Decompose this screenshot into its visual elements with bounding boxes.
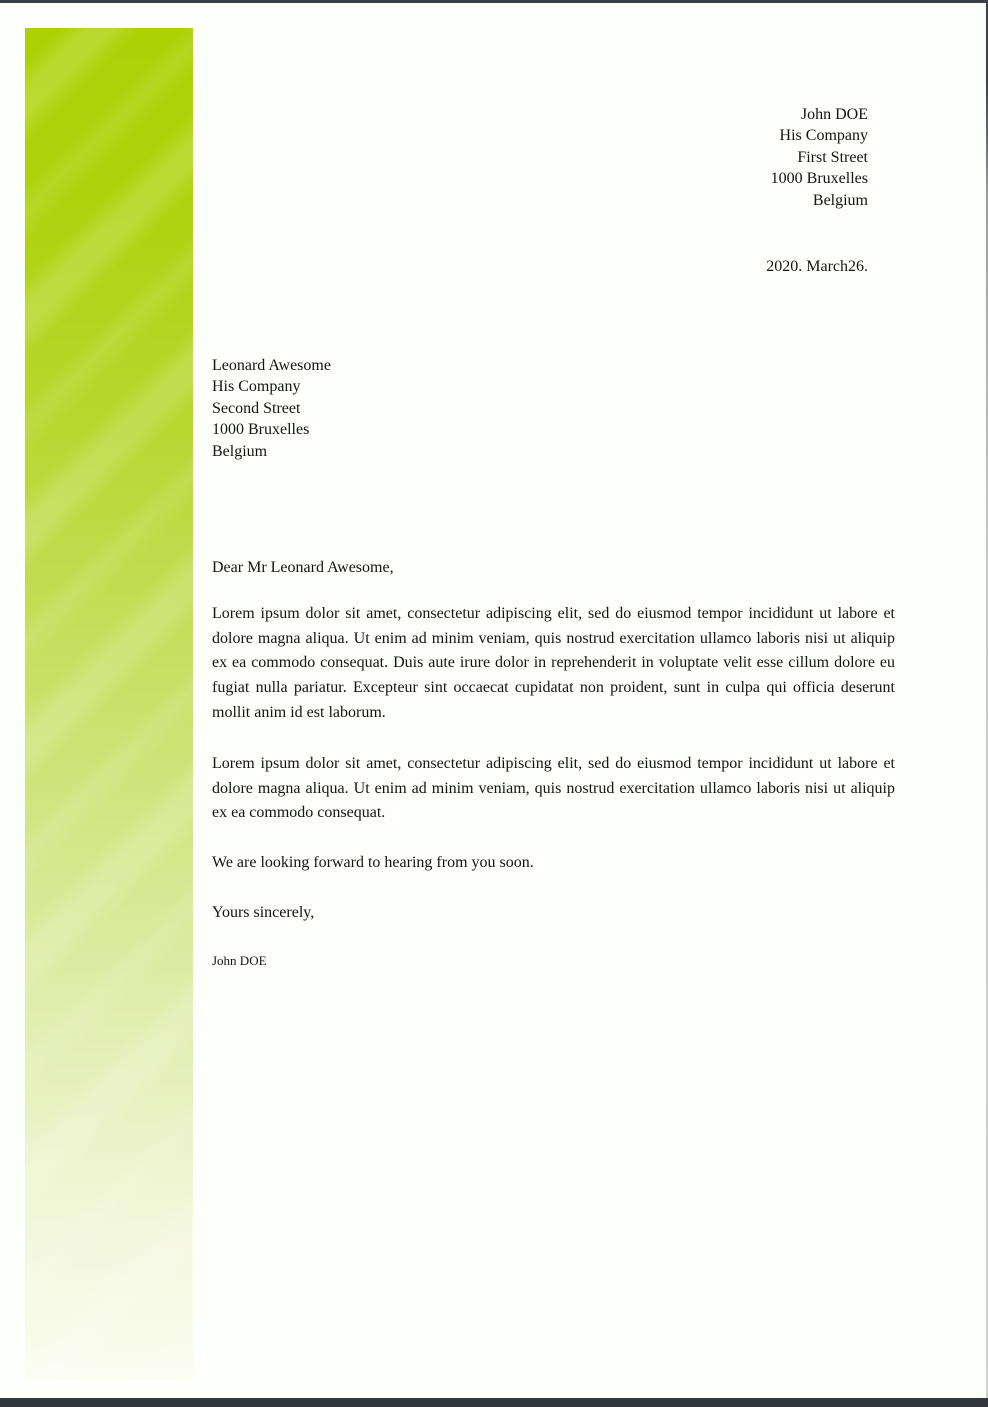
valediction: Yours sincerely, <box>212 904 315 921</box>
body-paragraph-2: Lorem ipsum dolor sit amet, consectetur adipiscing elit, sed do eiusmod tempor incididunt ut labore et dolore magna aliqua. Ut enim ad minim veniam, quis nostrud exercitation ullamco laboris nisi ut aliquip ex ea commodo consequat. <box>212 755 895 822</box>
closing-line: We are looking forward to hearing from you soon. <box>212 854 534 871</box>
recipient-city: 1000 Bruxelles <box>212 421 310 439</box>
decorative-gradient-bar <box>25 28 193 1380</box>
sender-company: His Company <box>779 127 868 145</box>
recipient-address-block <box>212 355 331 462</box>
recipient-company: His Company <box>212 378 301 396</box>
window-bottom-edge <box>0 1398 988 1407</box>
sender-address-block <box>771 104 868 211</box>
recipient-street: Second Street <box>212 399 301 417</box>
recipient-name: Leonard Awesome <box>212 357 331 374</box>
sender-name: John DOE <box>800 106 868 123</box>
sender-country: Belgium <box>812 191 868 209</box>
window-top-edge <box>0 0 988 3</box>
sender-street: First Street <box>797 148 868 166</box>
recipient-country: Belgium <box>212 442 268 460</box>
sender-city: 1000 Bruxelles <box>770 170 868 188</box>
letter-date: 2020. March26. <box>766 258 868 275</box>
salutation: Dear Mr Leonard Awesome, <box>212 559 394 576</box>
body-paragraph-1: Lorem ipsum dolor sit amet, consectetur adipiscing elit, sed do eiusmod tempor incididunt ut labore et dolore magna aliqua. Ut enim ad minim veniam, quis nostrud exercitation ullamco laboris nisi ut aliquip ex ea commodo consequat. Duis aute irure dolor in reprehenderit in voluptate velit esse cillum dolore eu fugiat nulla pariatur. Excepteur sint occaecat cupidatat non proident, sunt in culpa qui officia deserunt mollit anim id est laborum. <box>212 605 895 721</box>
signature-name: John DOE <box>212 953 267 968</box>
